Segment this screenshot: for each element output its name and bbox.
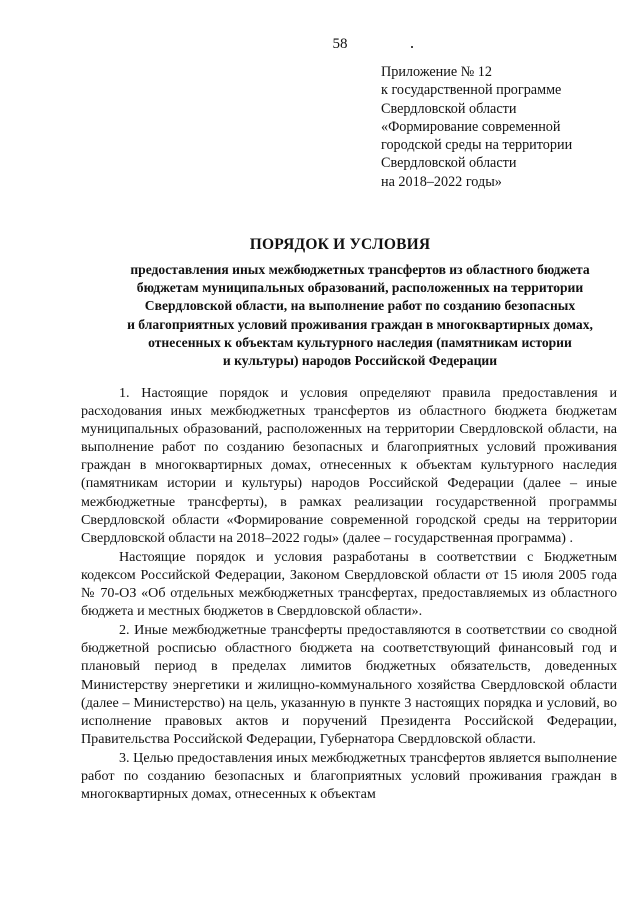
document-body <box>81 384 617 803</box>
subtitle-line: бюджетам муниципальных образований, расположенных на территории <box>136 280 584 296</box>
subtitle-line: Свердловской области, на выполнение работ по созданию безопасных <box>144 298 576 314</box>
appendix-line: к государственной программе <box>381 82 562 99</box>
subtitle-line: и благоприятных условий проживания граждан в многоквартирных домах, <box>127 316 593 332</box>
appendix-line: Свердловской области <box>381 155 517 172</box>
subtitle-line: отнесенных к объектам культурного наследия (памятникам истории <box>148 334 572 350</box>
paragraph-3: 3. Целью предоставления иных межбюджетных трансфертов является выполнение работ по созданию безопасных и благоприятных условий проживания граждан в многоквартирных домах, отнесенных к объектам <box>81 749 617 803</box>
paragraph-1-cont: Настоящие порядок и условия разработаны в соответствии с Бюджетным кодексом Российской Федерации, Законом Свердловской области от 15 июля 2005 года № 70-ОЗ «Об отдельных межбюджетных трансфертах, предоставляемых из областного бюджета и местных бюджетов в Свердловской области». <box>81 548 617 620</box>
appendix-line: на 2018–2022 годы» <box>381 173 502 190</box>
appendix-block <box>381 63 621 191</box>
appendix-line: «Формирование современной <box>381 118 561 135</box>
document-subtitle <box>60 261 640 370</box>
appendix-line: городской среды на территории <box>381 137 573 154</box>
document-title: ПОРЯДОК И УСЛОВИЯ <box>249 236 431 253</box>
appendix-line: Приложение № 12 <box>381 64 492 80</box>
appendix-line: Свердловской области <box>381 100 517 117</box>
paragraph-1: 1. Настоящие порядок и условия определяют правила предоставления и расходования иных межбюджетных трансфертов из областного бюджета бюджетам муниципальных образований, расположенных на территории Свердловской области, на выполнение работ по созданию безопасных и благоприятных условий проживания граждан в многоквартирных домах, отнесенных к объектам культурного наследия (памятникам истории и культуры) народов Российской Федерации (далее – иные межбюджетные трансферты), в рамках реализации государственной программы Свердловской области «Формирование современной городской среды на территории Свердловской области на 2018–2022 годы» (далее – государственная программа) . <box>81 385 617 546</box>
subtitle-line: предоставления иных межбюджетных трансфертов из областного бюджета <box>130 262 590 277</box>
page-number: 58 <box>332 36 348 52</box>
subtitle-line: и культуры) народов Российской Федерации <box>222 353 498 369</box>
paragraph-2: 2. Иные межбюджетные трансферты предоставляются в соответствии со сводной бюджетной росписью областного бюджета на соответствующий финансовый год и плановый период в пределах лимитов бюджетных обязательств, доведенных Министерству энергетики и жилищно-коммунального хозяйства Свердловской области (далее – Министерство) на цель, указанную в пункте 3 настоящих порядка и условий, во исполнение правовых актов и поручений Президента Российской Федерации, Правительства Российской Федерации, Губернатора Свердловской области. <box>81 622 617 747</box>
scan-speck <box>411 46 413 48</box>
